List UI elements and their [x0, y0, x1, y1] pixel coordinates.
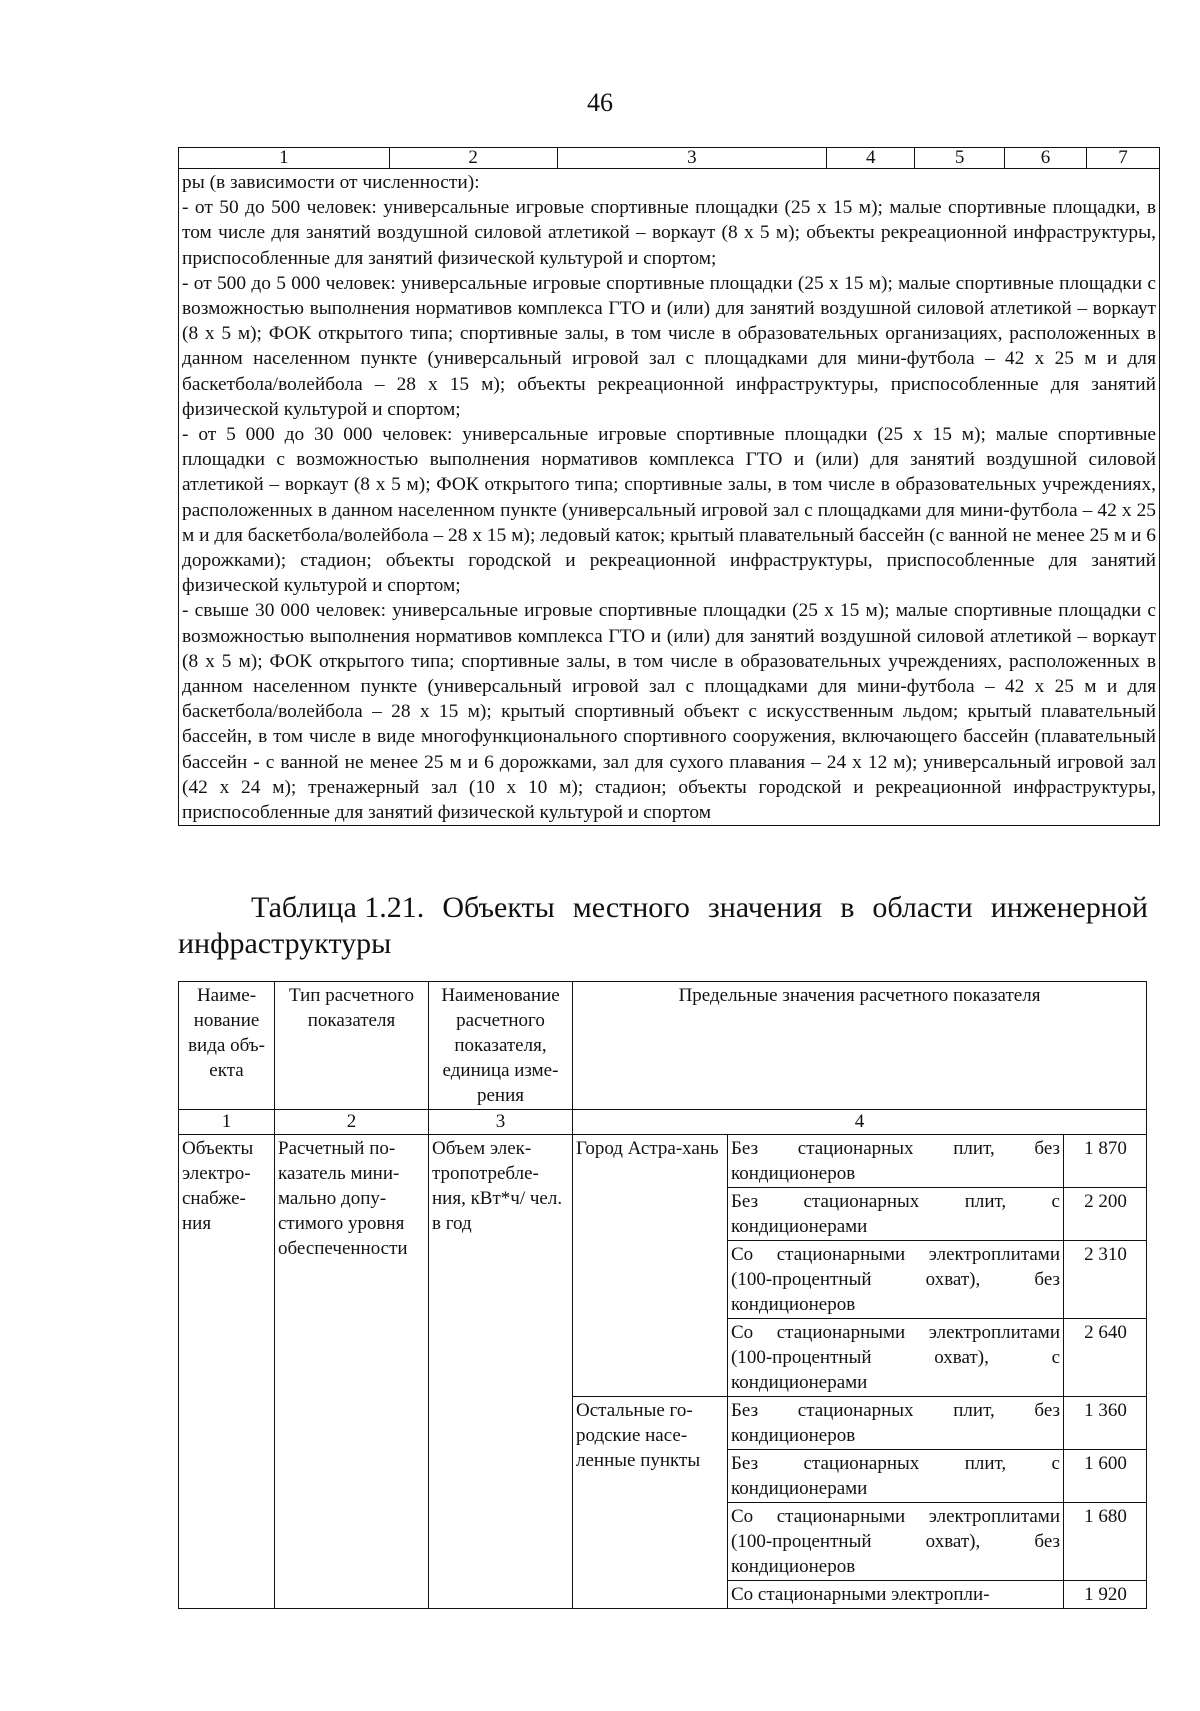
table-row — [179, 1135, 1147, 1188]
option-value: 2 640 — [1064, 1319, 1147, 1397]
column-number: 2 — [275, 1110, 429, 1135]
settlement-cell: Город Астра-хань — [573, 1135, 728, 1397]
column-number: 3 — [429, 1110, 573, 1135]
column-number: 2 — [389, 148, 557, 169]
column-number: 1 — [179, 1110, 275, 1135]
caption-word: Таблица 1.21. — [251, 891, 425, 924]
option-description: Со стационарными электроплитами (100-процентный охват), без кондиционеров — [728, 1503, 1064, 1581]
option-description: Без стационарных плит, без кондиционеров — [728, 1135, 1064, 1188]
paragraph-over-30000: - свыше 30 000 человек: универсальные игровые спортивные площадки (25 х 15 м); малые спортивные площадки с возможностью выполнения нормативов комплекса ГТО и (или) для занятий воздушной силовой атлетикой – воркаут (8 х 5 м); ФОК открытого типа; спортивные залы, в том числе в образовательных учреждениях, расположенных в данном населенном пункте (универсальный игровой зал с площадками для мини-футбола – 42 х 25 м и для баскетбола/волейбола – 28 х 15 м); крытый спортивный объект с искусственным льдом; крытый плавательный бассейн, в том числе в виде многофункционального спортивного сооружения, включающего бассейн (плавательный бассейн - с ванной не менее 25 м и 6 дорожками, зал для сухого плавания – 24 х 12 м); универсальный игровой зал (42 х 24 м); тренажерный зал (10 х 10 м); стадион; объекты городской и рекреационной инфраструктуры, приспособленные для занятий физической культурой и спортом — [182, 600, 1156, 824]
option-value: 1 920 — [1064, 1581, 1147, 1609]
engineering-infrastructure-table — [178, 981, 1147, 1609]
page-number: 46 — [587, 88, 613, 117]
indicator-type-cell: Расчетный по-казатель мини-мально допу-стимого уровня обеспеченности — [275, 1135, 429, 1609]
column-number: 3 — [557, 148, 827, 169]
header-limit-values: Предельные значения расчетного показателя — [573, 982, 1147, 1110]
caption-word: области — [872, 891, 973, 924]
option-value: 1 680 — [1064, 1503, 1147, 1581]
paragraph-50-500: - от 50 до 500 человек: универсальные игровые спортивные площадки (25 х 15 м); малые спортивные площадки, в том числе для занятий воздушной силовой атлетикой – воркаут (8 х 5 м); объекты рекреационной инфраструктуры, приспособленные для занятий физической культурой и спортом; — [182, 197, 1156, 269]
table-header-row — [179, 982, 1147, 1110]
option-value: 1 360 — [1064, 1397, 1147, 1450]
option-value: 2 200 — [1064, 1188, 1147, 1241]
option-description: Без стационарных плит, с кондиционерами — [728, 1188, 1064, 1241]
caption-word: Объекты — [442, 891, 555, 924]
option-description: Без стационарных плит, с кондиционерами — [728, 1450, 1064, 1503]
indicator-name-cell: Объем элек-тропотребле-ния, кВт*ч/ чел. в год — [429, 1135, 573, 1609]
header-indicator-name: Наименование расчетного показателя, единица изме-рения — [429, 982, 573, 1110]
caption-word: инженерной — [990, 891, 1148, 924]
caption-word: в — [840, 891, 855, 924]
option-value: 2 310 — [1064, 1241, 1147, 1319]
column-number: 4 — [573, 1110, 1147, 1135]
paragraph-intro: ры (в зависимости от численности): — [182, 172, 480, 193]
option-description: Со стационарными электроплитами (100-процентный охват), с кондиционерами — [728, 1319, 1064, 1397]
column-number: 4 — [827, 148, 915, 169]
caption-word: местного — [572, 891, 690, 924]
header-indicator-type: Тип расчетного показателя — [275, 982, 429, 1110]
header-object-type: Наиме-нование вида объ-екта — [179, 982, 275, 1110]
column-number-row — [179, 1110, 1147, 1135]
table-caption — [178, 890, 1148, 962]
column-number: 1 — [179, 148, 390, 169]
option-value: 1 600 — [1064, 1450, 1147, 1503]
caption-word: значения — [707, 891, 823, 924]
paragraph-500-5000: - от 500 до 5 000 человек: универсальные игровые спортивные площадки (25 х 15 м); малые спортивные площадки с возможностью выполнения нормативов комплекса ГТО и (или) для занятий воздушной силовой атлетикой – воркаут (8 х 5 м); ФОК открытого типа; спортивные залы, в том числе в образовательных организациях, расположенных в данном населенном пункте (универсальный игровой зал с площадками для мини-футбола – 42 х 25 м и для баскетбола/волейбола – 28 х 15 м); объекты рекреационной инфраструктуры, приспособленные для занятий физической культурой и спортом; — [182, 272, 1156, 420]
caption-line-2: инфраструктуры — [178, 927, 392, 960]
object-type-cell: Объекты электро-снабже-ния — [179, 1135, 275, 1609]
column-number-row — [179, 148, 1160, 169]
option-description: Со стационарными электроплитами (100-процентный охват), без кондиционеров — [728, 1241, 1064, 1319]
option-description: Со стационарными электропли- — [728, 1581, 1064, 1609]
sports-facilities-table-continuation — [178, 147, 1160, 826]
option-description: Без стационарных плит, без кондиционеров — [728, 1397, 1064, 1450]
paragraph-5000-30000: - от 5 000 до 30 000 человек: универсальные игровые спортивные площадки (25 х 15 м); малые спортивные площадки с возможностью выполнения нормативов комплекса ГТО и (или) для занятий воздушной силовой атлетикой – воркаут (8 х 5 м); ФОК открытого типа; спортивные залы, в том числе в образовательных учреждениях, расположенных в данном населенном пункте (универсальный игровой зал с площадками для мини-футбола – 42 х 25 м и для баскетбола/волейбола – 28 х 15 м); ледовый каток; крытый плавательный бассейн (с ванной не менее 25 м и 6 дорожками); стадион; объекты городской и рекреационной инфраструктуры, приспособленные для занятий физической культурой и спортом; — [182, 424, 1156, 597]
option-value: 1 870 — [1064, 1135, 1147, 1188]
facilities-description-cell — [179, 169, 1160, 826]
column-number: 6 — [1005, 148, 1087, 169]
settlement-cell: Остальные го-родские насе-ленные пункты — [573, 1397, 728, 1609]
column-number: 5 — [915, 148, 1005, 169]
column-number: 7 — [1087, 148, 1160, 169]
